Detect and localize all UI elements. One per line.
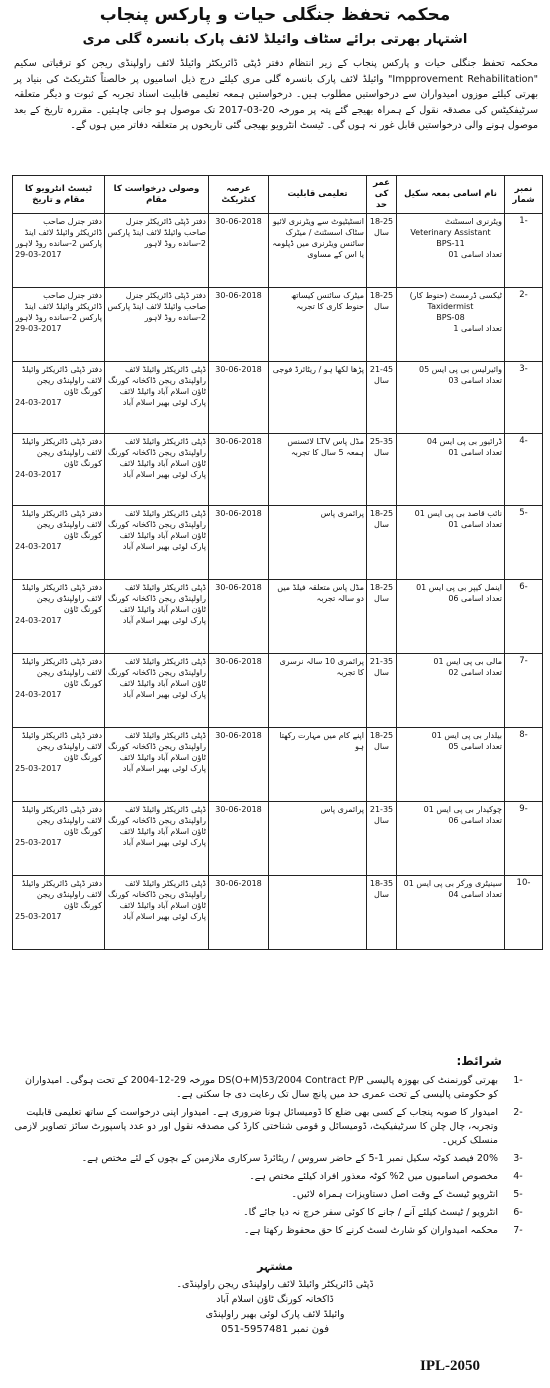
qualification-text: میٹرک سائنس کیساتھ حنوط کاری کا تجربہ xyxy=(291,291,364,311)
phone-number: 051-5957481 xyxy=(221,1324,289,1335)
contract-date: 30-06-2018 xyxy=(215,509,262,518)
receiving-place: ڈپٹی ڈائریکٹر وائیلڈ لائف راولپنڈی ریجن ڈاکخانہ کورنگ ٹاؤن اسلام آباد وائیلڈ لائف پارک لوئی بھیر اسلام آباد xyxy=(108,879,206,921)
age-range: 18-25 xyxy=(369,583,394,592)
cell-qualification xyxy=(269,728,367,802)
post-count: تعداد اسامی 06 xyxy=(448,816,502,825)
contract-date: 30-06-2018 xyxy=(215,657,262,666)
advertiser-phone xyxy=(0,1322,550,1337)
qualification-text: پرائمری پاس xyxy=(320,805,364,814)
condition-text: انٹرویو ٹیسٹ کے وقت اصل دستاویزات ہمراہ لائیں۔ xyxy=(291,1189,498,1200)
cell-contract xyxy=(209,876,269,950)
age-unit: سال xyxy=(374,448,389,457)
receiving-place: ڈپٹی ڈائریکٹر وائیلڈ لائف راولپنڈی ریجن ڈاکخانہ کورنگ ٹاؤن اسلام آباد وائیلڈ لائف پارک لوئی بھیر اسلام آباد xyxy=(108,731,206,773)
cell-post xyxy=(397,288,505,362)
qualification-text: مڈل پاس متعلقہ فیلڈ میں دو سالہ تجربہ xyxy=(277,583,364,603)
cell-post xyxy=(397,728,505,802)
age-unit: سال xyxy=(374,376,389,385)
serial-text: -6 xyxy=(519,582,528,592)
post-count: تعداد اسامی 01 xyxy=(448,448,502,457)
age-range: 21-45 xyxy=(369,365,394,374)
test-date: 25-03-2017 xyxy=(15,764,62,773)
cell-serial xyxy=(505,728,543,802)
test-date: 29-03-2017 xyxy=(15,324,62,333)
post-count: تعداد اسامی 01 xyxy=(448,520,502,529)
cell-test xyxy=(13,214,105,288)
reference-code: IPL-2050 xyxy=(420,1358,480,1374)
post-title: وائیرلیس بی پی ایس 05 xyxy=(419,365,502,374)
condition-text: بھرتی گورنمنٹ کی بھوزہ پالیسی DS(O+M)53/2004 Contract P/P مورخہ 29-12-2004 کے تحت ہوگی۔ امیدواران کو حکومتی پالیسی کے تحت عمری حد میں پانچ سال تک رعایت دی جا سکتی ہے۔ xyxy=(24,1075,498,1100)
cell-contract xyxy=(209,362,269,434)
condition-number: -4 xyxy=(513,1171,523,1182)
advertisement-subtitle: اشتہار بھرتی برائے سٹاف وائیلڈ لائف پارک بانسرہ گلی مری xyxy=(82,32,468,47)
condition-item xyxy=(14,1170,538,1184)
age-unit: سال xyxy=(374,520,389,529)
cell-qualification xyxy=(269,802,367,876)
post-title: سینیٹری ورکر بی پی ایس 01 xyxy=(403,879,502,888)
cell-test xyxy=(13,362,105,434)
cell-receiving xyxy=(105,580,209,654)
advertiser-block xyxy=(0,1260,550,1337)
age-unit: سال xyxy=(374,816,389,825)
table-row xyxy=(13,214,543,288)
cell-test xyxy=(13,654,105,728)
cell-receiving xyxy=(105,876,209,950)
cell-test xyxy=(13,802,105,876)
post-title: چوکیدار بی پی ایس 01 xyxy=(423,805,502,814)
cell-age xyxy=(367,434,397,506)
header-age: عمر کی حد xyxy=(367,176,397,214)
cell-age xyxy=(367,728,397,802)
post-count: تعداد اسامی 03 xyxy=(448,376,502,385)
serial-text: -8 xyxy=(519,730,528,740)
receiving-place: ڈپٹی ڈائریکٹر وائیلڈ لائف راولپنڈی ریجن ڈاکخانہ کورنگ ٹاؤن اسلام آباد وائیلڈ لائف پارک لوئی بھیر اسلام آباد xyxy=(108,509,206,551)
cell-serial xyxy=(505,654,543,728)
cell-age xyxy=(367,654,397,728)
cell-test xyxy=(13,876,105,950)
cell-serial xyxy=(505,288,543,362)
advertiser-heading: مشتہر xyxy=(257,1260,293,1273)
table-row xyxy=(13,876,543,950)
receiving-place: ڈپٹی ڈائریکٹر وائیلڈ لائف راولپنڈی ریجن ڈاکخانہ کورنگ ٹاؤن اسلام آباد وائیلڈ لائف پارک لوئی بھیر اسلام آباد xyxy=(108,657,206,699)
cell-contract xyxy=(209,288,269,362)
department-title: محکمہ تحفظ جنگلی حیات و پارکس پنجاب xyxy=(99,5,451,25)
test-place: دفتر ڈپٹی ڈائریکٹر وائیلڈ لائف راولپنڈی ریجن کورنگ ٹاؤن xyxy=(21,657,102,688)
post-scale: BPS-08 xyxy=(436,313,465,322)
cell-receiving xyxy=(105,288,209,362)
age-unit: سال xyxy=(374,228,389,237)
condition-number: -1 xyxy=(513,1075,523,1086)
contract-date: 30-06-2018 xyxy=(215,879,262,888)
serial-text: -9 xyxy=(519,804,528,814)
cell-age xyxy=(367,876,397,950)
intro-paragraph: محکمہ تحفظ جنگلی حیات و پارکس پنجاب کے زیر انتظام دفتر ڈپٹی ڈائریکٹر وائیلڈ لائف راولپنڈی ریجن کو ترقیاتی سکیم "Impprovement Rehabilitation" وائیلڈ لائف پارک بانسرہ گلی مری کیلئے درج ذیل اسامیوں پر خالصتاً کنٹریکٹ کی بنیاد پر بھرتی کیلئے موزوں امیدواران سے درخواستیں مطلوب ہیں۔ درخواستیں ہمعہ تعلیمی قابلیت اسناد تجربہ کے ثبوت و دیگر متعلقہ سرٹیفکیٹس کی مصدقہ نقول کے ہمراہ بھیجے گئے پتہ پر مورخہ 20-03-2017 تک موصول ہو جانی چاہئیں۔ مقررہ تاریخ کے بعد موصول ہونے والی درخواستیں قابل غور نہ ہوں گی۔ ٹیسٹ انٹرویو بھیجی گئی تاریخوں پر متعلقہ دفاتر میں ہوں گے۔ xyxy=(14,58,538,131)
cell-post xyxy=(397,580,505,654)
cell-contract xyxy=(209,802,269,876)
condition-item xyxy=(14,1152,538,1166)
cell-contract xyxy=(209,214,269,288)
qualification-text: مڈل پاس LTV لائسنس ہمعہ 5 سال کا تجربہ xyxy=(287,437,364,457)
test-place: دفتر ڈپٹی ڈائریکٹر وائیلڈ لائف راولپنڈی ریجن کورنگ ٹاؤن xyxy=(21,805,102,836)
table-header-row xyxy=(13,176,543,214)
condition-number: -2 xyxy=(513,1107,523,1118)
cell-age xyxy=(367,362,397,434)
age-range: 25-35 xyxy=(369,437,394,446)
condition-text: مخصوص اسامیوں میں 2% کوٹہ معذور افراد کیلئے مختص ہے۔ xyxy=(249,1171,498,1182)
receiving-place: ڈپٹی ڈائریکٹر وائیلڈ لائف راولپنڈی ریجن ڈاکخانہ کورنگ ٹاؤن اسلام آباد وائیلڈ لائف پارک لوئی بھیر اسلام آباد xyxy=(108,805,206,847)
test-place: دفتر ڈپٹی ڈائریکٹر وائیلڈ لائف راولپنڈی ریجن کورنگ ٹاؤن xyxy=(21,583,102,614)
cell-age xyxy=(367,506,397,580)
age-range: 21-35 xyxy=(369,657,394,666)
age-range: 18-25 xyxy=(369,509,394,518)
cell-serial xyxy=(505,580,543,654)
age-range: 18-25 xyxy=(369,291,394,300)
post-scale: BPS-11 xyxy=(436,239,465,248)
cell-contract xyxy=(209,434,269,506)
age-range: 18-35 xyxy=(369,879,394,888)
test-date: 29-03-2017 xyxy=(15,250,62,259)
test-date: 25-03-2017 xyxy=(15,912,62,921)
header-contract: عرصہ کنٹریکٹ xyxy=(209,176,269,214)
post-title-english: Taxidermist xyxy=(427,302,474,311)
cell-receiving xyxy=(105,506,209,580)
cell-serial xyxy=(505,802,543,876)
contract-date: 30-06-2018 xyxy=(215,437,262,446)
cell-post xyxy=(397,876,505,950)
qualification-text: پرائمری 10 سالہ نرسری کا تجربہ xyxy=(279,657,364,677)
post-count: تعداد اسامی 1 xyxy=(453,324,502,333)
post-count: تعداد اسامی 05 xyxy=(448,742,502,751)
header-serial: نمبر شمار xyxy=(505,176,543,214)
condition-item xyxy=(14,1224,538,1238)
post-title: ڈرائیور بی پی ایس 04 xyxy=(426,437,502,446)
serial-text: -2 xyxy=(519,290,528,300)
cell-post xyxy=(397,654,505,728)
table-row xyxy=(13,434,543,506)
header-test: ٹیسٹ انٹرویو کا مقام و تاریخ xyxy=(13,176,105,214)
condition-item xyxy=(14,1106,538,1148)
contract-date: 30-06-2018 xyxy=(215,291,262,300)
condition-number: -3 xyxy=(513,1153,523,1164)
advertiser-line-1: ڈپٹی ڈائریکٹر وائیلڈ لائف راولپنڈی ریجن راولپنڈی۔ xyxy=(176,1279,374,1290)
cell-receiving xyxy=(105,654,209,728)
cell-contract xyxy=(209,506,269,580)
post-title: مالی بی پی ایس 01 xyxy=(433,657,502,666)
table-row xyxy=(13,728,543,802)
cell-contract xyxy=(209,580,269,654)
cell-qualification xyxy=(269,654,367,728)
phone-label: فون نمبر xyxy=(291,1324,329,1335)
test-place: دفتر ڈپٹی ڈائریکٹر وائیلڈ لائف راولپنڈی ریجن کورنگ ٹاؤن xyxy=(21,365,102,396)
cell-qualification xyxy=(269,362,367,434)
qualification-text: انسٹیٹیوٹ سے ویٹرنری لائیو سٹاک اسسٹنٹ / میٹرک سائنس ویٹرنری میں ڈپلومہ یا اس کے مساوی xyxy=(272,217,364,259)
age-unit: سال xyxy=(374,302,389,311)
post-count: تعداد اسامی 01 xyxy=(448,250,502,259)
test-place: دفتر جنرل صاحب ڈائریکٹر وائیلڈ لائف اینڈ پارکس 2-سانده روڈ لاہور xyxy=(15,291,102,322)
condition-item xyxy=(14,1206,538,1220)
test-place: دفتر جنرل صاحب ڈائریکٹر وائیلڈ لائف اینڈ پارکس 2-سانده روڈ لاہور xyxy=(15,217,102,248)
post-count: تعداد اسامی 02 xyxy=(448,668,502,677)
cell-receiving xyxy=(105,802,209,876)
test-place: دفتر ڈپٹی ڈائریکٹر وائیلڈ لائف راولپنڈی ریجن کورنگ ٹاؤن xyxy=(21,509,102,540)
age-unit: سال xyxy=(374,890,389,899)
cell-receiving xyxy=(105,728,209,802)
condition-item xyxy=(14,1074,538,1102)
test-date: 24-03-2017 xyxy=(15,470,62,479)
table-row xyxy=(13,362,543,434)
condition-number: -5 xyxy=(513,1189,523,1200)
age-unit: سال xyxy=(374,594,389,603)
condition-text: امیدوار کا صوبہ پنجاب کے کسی بھی ضلع کا ڈومیسائل ہونا ضروری ہے۔ امیدوار اپنی درخواست کے ساتھ تعلیمی قابلیت وتجربہ، چال چلن کا سرٹیفیکیٹ، ڈومیسائل و قومی شناختی کارڈ کی مصدقہ نقول اور دو عدد پاسپورٹ سائز تصاویر لازمی منسلک کریں۔ xyxy=(14,1107,498,1146)
condition-text: محکمہ امیدواران کو شارٹ لسٹ کرنے کا حق محفوظ رکھتا ہے۔ xyxy=(243,1225,498,1236)
post-count: تعداد اسامی 06 xyxy=(448,594,502,603)
qualification-text: پڑھا لکھا ہو / ریٹائرڈ فوجی xyxy=(272,365,364,374)
age-range: 18-25 xyxy=(369,217,394,226)
cell-qualification xyxy=(269,876,367,950)
condition-text: 20% فیصد کوٹہ سکیل نمبر 1-5 کے حاضر سروس / ریٹائرڈ سرکاری ملازمین کے بچوں کے لئے مختص ہے۔ xyxy=(81,1153,498,1164)
qualification-text: اپنے کام میں مہارت رکھتا ہو xyxy=(279,731,364,751)
post-title: بیلدار بی پی ایس 01 xyxy=(431,731,502,740)
cell-serial xyxy=(505,506,543,580)
cell-serial xyxy=(505,434,543,506)
post-title: نائب قاصد بی پی ایس 01 xyxy=(414,509,502,518)
test-place: دفتر ڈپٹی ڈائریکٹر وائیلڈ لائف راولپنڈی ریجن کورنگ ٹاؤن xyxy=(21,879,102,910)
conditions-list xyxy=(14,1074,538,1242)
receiving-place: ڈپٹی ڈائریکٹر وائیلڈ لائف راولپنڈی ریجن ڈاکخانہ کورنگ ٹاؤن اسلام آباد وائیلڈ لائف پارک لوئی بھیر اسلام آباد xyxy=(108,437,206,479)
cell-serial xyxy=(505,214,543,288)
age-range: 21-35 xyxy=(369,805,394,814)
receiving-place: ڈپٹی ڈائریکٹر وائیلڈ لائف راولپنڈی ریجن ڈاکخانہ کورنگ ٹاؤن اسلام آباد وائیلڈ لائف پارک لوئی بھیر اسلام آباد xyxy=(108,583,206,625)
table-row xyxy=(13,288,543,362)
condition-number: -7 xyxy=(513,1225,523,1236)
contract-date: 30-06-2018 xyxy=(215,805,262,814)
post-title-english: Veterinary Assistant xyxy=(410,228,491,237)
contract-date: 30-06-2018 xyxy=(215,217,262,226)
advertiser-line-3: وائیلڈ لائف پارک لوئی بھیر راولپنڈی xyxy=(205,1309,345,1320)
header-receiving: وصولی درخواست کا مقام xyxy=(105,176,209,214)
jobs-table xyxy=(12,175,543,950)
cell-receiving xyxy=(105,214,209,288)
age-unit: سال xyxy=(374,668,389,677)
cell-contract xyxy=(209,654,269,728)
post-title: ویٹرنری اسسٹنٹ xyxy=(444,217,502,226)
serial-text: -10 xyxy=(516,878,531,888)
cell-qualification xyxy=(269,506,367,580)
cell-test xyxy=(13,506,105,580)
cell-qualification xyxy=(269,288,367,362)
receiving-place: ڈپٹی ڈائریکٹر وائیلڈ لائف راولپنڈی ریجن ڈاکخانہ کورنگ ٹاؤن اسلام آباد وائیلڈ لائف پارک لوئی بھیر اسلام آباد xyxy=(108,365,206,407)
age-range: 18-25 xyxy=(369,731,394,740)
test-place: دفتر ڈپٹی ڈائریکٹر وائیلڈ لائف راولپنڈی ریجن کورنگ ٹاؤن xyxy=(21,731,102,762)
table-row xyxy=(13,654,543,728)
test-date: 24-03-2017 xyxy=(15,616,62,625)
cell-age xyxy=(367,214,397,288)
serial-text: -5 xyxy=(519,508,528,518)
cell-post xyxy=(397,802,505,876)
post-title: ٹیکسی ڈرمسٹ (حنوط کار) xyxy=(409,291,502,300)
test-date: 24-03-2017 xyxy=(15,690,62,699)
conditions-heading: شرائط: xyxy=(456,1054,502,1068)
contract-date: 30-06-2018 xyxy=(215,365,262,374)
header-qualification: تعلیمی قابلیت xyxy=(269,176,367,214)
table-row xyxy=(13,506,543,580)
cell-age xyxy=(367,580,397,654)
cell-post xyxy=(397,434,505,506)
cell-test xyxy=(13,434,105,506)
cell-test xyxy=(13,288,105,362)
cell-receiving xyxy=(105,362,209,434)
condition-number: -6 xyxy=(513,1207,523,1218)
cell-age xyxy=(367,288,397,362)
cell-qualification xyxy=(269,214,367,288)
table-row xyxy=(13,802,543,876)
post-title: اینمل کیپر بی پی ایس 01 xyxy=(416,583,502,592)
qualification-text: پرائمری پاس xyxy=(320,509,364,518)
post-count: تعداد اسامی 04 xyxy=(448,890,502,899)
cell-qualification xyxy=(269,434,367,506)
cell-receiving xyxy=(105,434,209,506)
test-date: 24-03-2017 xyxy=(15,398,62,407)
cell-test xyxy=(13,728,105,802)
test-place: دفتر ڈپٹی ڈائریکٹر وائیلڈ لائف راولپنڈی ریجن کورنگ ٹاؤن xyxy=(21,437,102,468)
cell-post xyxy=(397,362,505,434)
table-row xyxy=(13,580,543,654)
cell-serial xyxy=(505,362,543,434)
contract-date: 30-06-2018 xyxy=(215,583,262,592)
cell-age xyxy=(367,802,397,876)
cell-post xyxy=(397,506,505,580)
receiving-place: دفتر ڈپٹی ڈائریکٹر جنرل صاحب وائیلڈ لائف اینڈ پارکس 2-سانده روڈ لاہور xyxy=(107,291,206,322)
header-post: نام اسامی بمعہ سکیل xyxy=(397,176,505,214)
test-date: 24-03-2017 xyxy=(15,542,62,551)
serial-text: -7 xyxy=(519,656,528,666)
advertiser-line-2: ڈاکخانہ کورنگ ٹاؤن اسلام آباد xyxy=(216,1294,334,1305)
serial-text: -1 xyxy=(519,216,528,226)
condition-item xyxy=(14,1188,538,1202)
contract-date: 30-06-2018 xyxy=(215,731,262,740)
cell-test xyxy=(13,580,105,654)
cell-post xyxy=(397,214,505,288)
age-unit: سال xyxy=(374,742,389,751)
cell-qualification xyxy=(269,580,367,654)
cell-serial xyxy=(505,876,543,950)
receiving-place: دفتر ڈپٹی ڈائریکٹر جنرل صاحب وائیلڈ لائف اینڈ پارکس 2-سانده روڈ لاہور xyxy=(107,217,206,248)
condition-text: انٹرویو / ٹیسٹ کیلئے آنے / جانے کا کوئی سفر خرچ نہ دیا جائے گا۔ xyxy=(243,1207,498,1218)
test-date: 25-03-2017 xyxy=(15,838,62,847)
serial-text: -4 xyxy=(519,436,528,446)
serial-text: -3 xyxy=(519,364,528,374)
cell-contract xyxy=(209,728,269,802)
